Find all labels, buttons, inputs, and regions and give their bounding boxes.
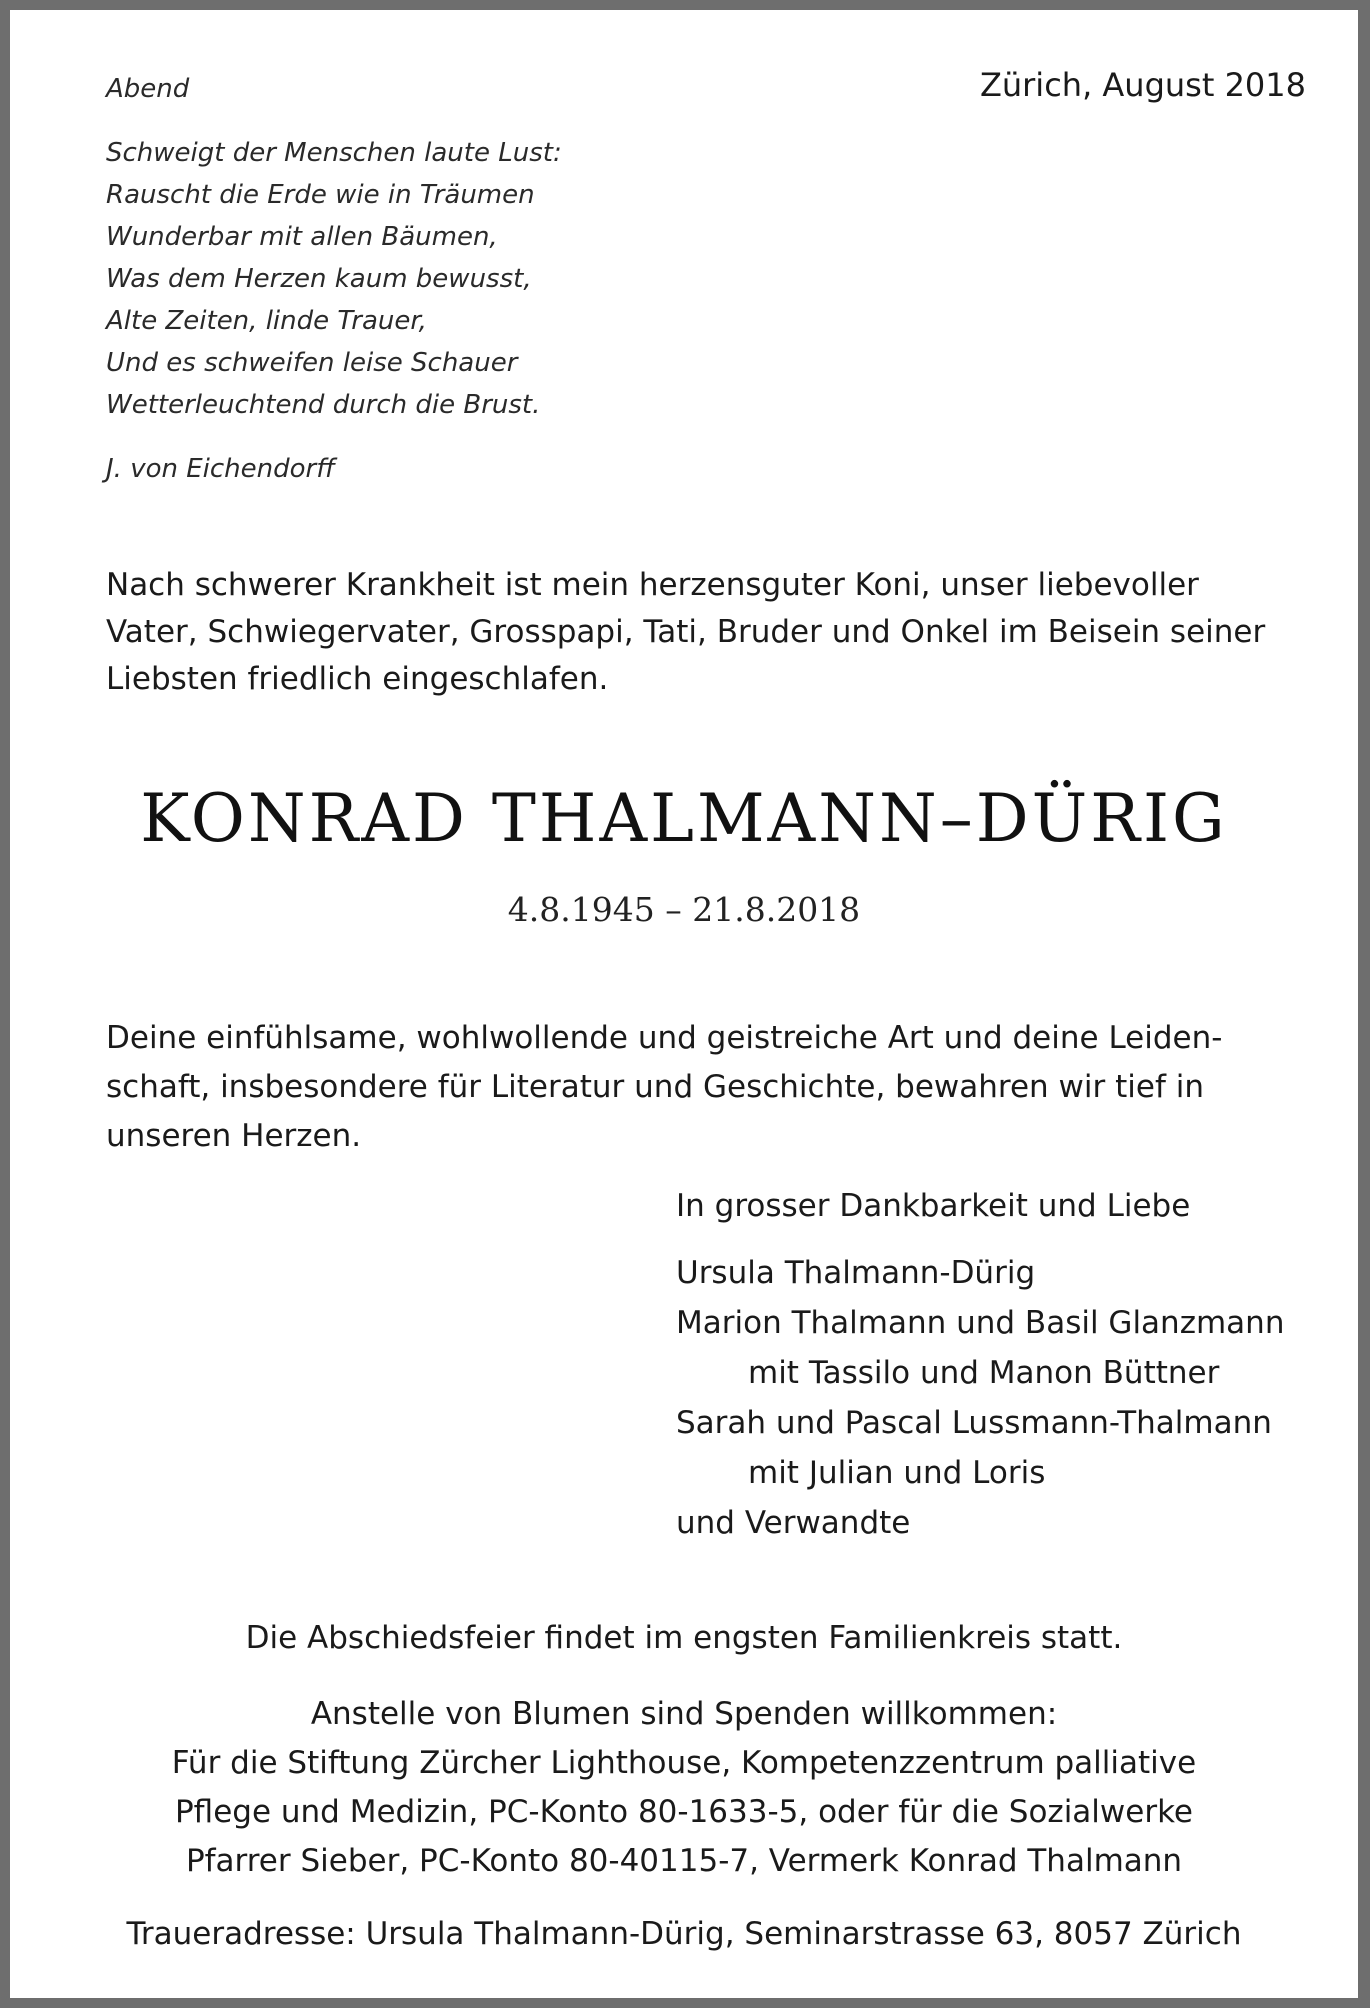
signers-list — [676, 1248, 1284, 1548]
deceased-name: KONRAD THALMANN–DÜRIG — [140, 780, 1228, 857]
intro-paragraph — [106, 562, 1286, 703]
tribute-paragraph — [106, 1014, 1286, 1161]
ceremony-notice: Die Abschiedsfeier findet im engsten Familienkreis statt. — [245, 1620, 1123, 1656]
intro-line: Liebsten friedlich eingeschlafen. — [106, 661, 609, 697]
closing-phrase: In grosser Dankbarkeit und Liebe — [676, 1188, 1191, 1224]
poem-line: Alte Zeiten, linde Trauer, — [106, 306, 427, 336]
tribute-line: Deine einfühlsame, wohlwollende und geistreiche Art und deine Leiden- — [106, 1020, 1223, 1056]
obituary-page — [10, 10, 1358, 1998]
donations-line: Für die Stiftung Zürcher Lighthouse, Kompetenzzentrum palliative — [171, 1745, 1197, 1781]
poem-line: Was dem Herzen kaum bewusst, — [106, 264, 532, 294]
signer: Ursula Thalmann-Dürig — [676, 1255, 1036, 1291]
tribute-line: schaft, insbesondere für Literatur und Geschichte, bewahren wir tief in — [106, 1069, 1204, 1105]
poem-line: Schweigt der Menschen laute Lust: — [106, 138, 562, 168]
place-date: Zürich, August 2018 — [979, 66, 1306, 104]
tribute-line: unseren Herzen. — [106, 1118, 362, 1154]
poem-line: Wetterleuchtend durch die Brust. — [106, 390, 541, 420]
poem-line: Wunderbar mit allen Bäumen, — [106, 222, 498, 252]
poem-title: Abend — [106, 74, 190, 104]
donations-line: Pfarrer Sieber, PC-Konto 80-40115-7, Vermerk Konrad Thalmann — [185, 1843, 1183, 1879]
signer: Sarah und Pascal Lussmann-Thalmann — [676, 1405, 1272, 1441]
donations-notice — [10, 1690, 1358, 1886]
signer: Marion Thalmann und Basil Glanzmann — [676, 1305, 1285, 1341]
intro-line: Nach schwerer Krankheit ist mein herzensguter Koni, unser liebevoller — [106, 567, 1199, 603]
intro-line: Vater, Schwiegervater, Grosspapi, Tati, Bruder und Onkel im Beisein seiner — [106, 614, 1266, 650]
poem — [106, 68, 666, 490]
donations-line: Anstelle von Blumen sind Spenden willkommen: — [310, 1696, 1058, 1732]
poem-line: Rauscht die Erde wie in Träumen — [106, 180, 535, 210]
poem-line: Und es schweifen leise Schauer — [106, 348, 518, 378]
mourning-address: Traueradresse: Ursula Thalmann-Dürig, Seminarstrasse 63, 8057 Zürich — [126, 1916, 1242, 1952]
life-dates: 4.8.1945 – 21.8.2018 — [507, 890, 861, 929]
signer-children: mit Tassilo und Manon Büttner — [748, 1355, 1220, 1391]
signer: und Verwandte — [676, 1505, 911, 1541]
poem-author: J. von Eichendorff — [106, 454, 335, 484]
signer-children: mit Julian und Loris — [748, 1455, 1046, 1491]
donations-line: Pflege und Medizin, PC-Konto 80-1633-5, oder für die Sozialwerke — [174, 1794, 1194, 1830]
